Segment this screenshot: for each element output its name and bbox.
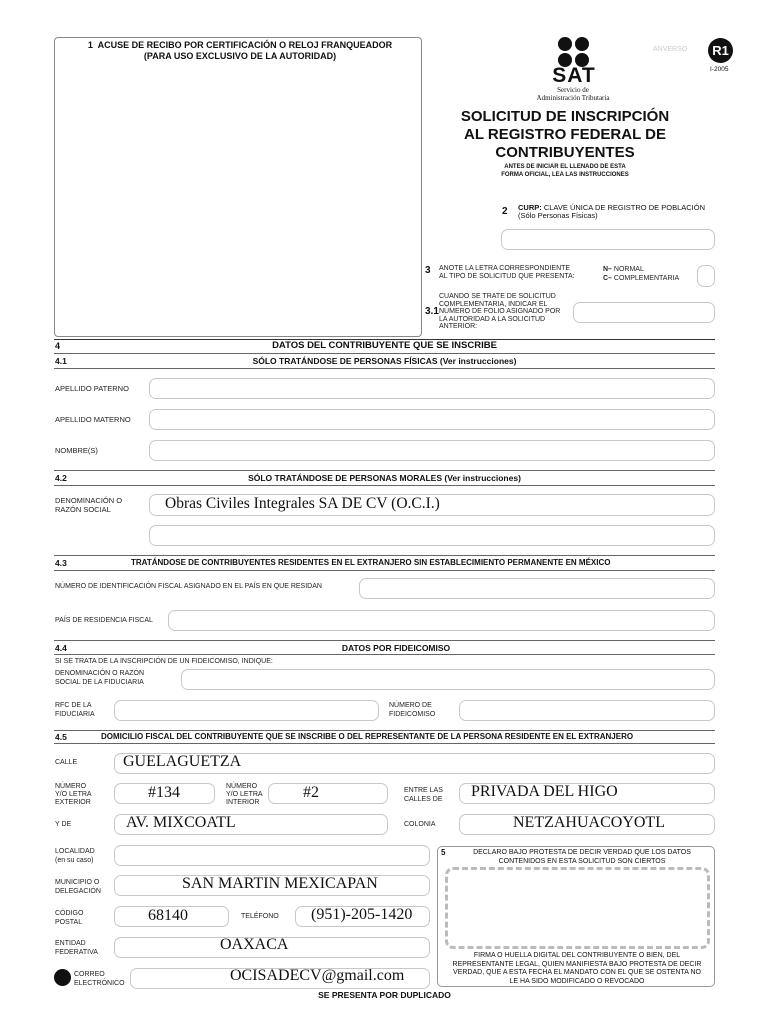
section42-top-rule [54,470,715,471]
anverso-watermark: ANVERSO [653,46,688,53]
form-title: SOLICITUD DE INSCRIPCIÓN AL REGISTRO FEDERAL DE CONTRIBUYENTES [460,108,670,161]
calle-value: GUELAGUETZA [123,753,242,770]
sat-logo-text: SAT [552,64,596,87]
localidad-field[interactable] [114,845,430,866]
folio-number: 3.1 [425,306,439,317]
cp-label: CÓDIGO POSTAL [55,910,84,926]
municipio-value: SAN MARTIN MEXICAPAN [182,875,378,892]
section4-rule [54,353,715,354]
apellido-paterno-label: APELLIDO PATERNO [55,384,129,393]
localidad-label: LOCALIDAD (en su caso) [55,848,95,864]
curp-label: CURP: CLAVE ÚNICA DE REGISTRO DE POBLACIÓN (Sólo Personas Físicas) [518,203,705,220]
apellido-paterno-field[interactable] [149,378,715,399]
section44-rule [54,654,715,655]
colonia-value: NETZAHUACOYOTL [513,814,665,831]
entre-calles-label: ENTRE LAS CALLES DE [404,787,443,803]
section45-top-rule [54,730,715,731]
box1-number: 1 [87,40,93,50]
section42-number: 4.2 [55,473,67,483]
signature-caption: FIRMA O HUELLA DIGITAL DEL CONTRIBUYENTE O BIEN, DEL REPRESENTANTE LEGAL, QUIEN MANIFIESTA BAJO PROTESTA DE DECIR VERDAD, QUE A ESTA FECHA EL MANDATO CON EL QUE SE OSTENTA NO LE HA SIDO MODIFICADO O REVOCADO [452,952,702,985]
id-fiscal-field[interactable] [359,578,715,599]
section41-rule [54,368,715,369]
signature-area[interactable] [445,867,710,949]
tipo-options: N– NORMAL C– COMPLEMENTARIA [603,266,680,282]
apellido-materno-field[interactable] [149,409,715,430]
id-fiscal-label: NÚMERO DE IDENTIFICACIÓN FISCAL ASIGNADO EN EL PAÍS EN QUE RESIDAN [55,583,322,590]
entidad-label: ENTIDAD FEDERATIVA [55,940,98,956]
section43-top-rule [54,555,715,556]
yde-label: Y DE [55,821,72,828]
nombre-label: NOMBRE(S) [55,446,98,455]
tipo-field[interactable] [697,265,715,287]
form-code: R1 [712,43,729,58]
section41-title: SÓLO TRATÁNDOSE DE PERSONAS FÍSICAS (Ver instrucciones) [252,356,517,366]
section45-title: DOMICILIO FISCAL DEL CONTRIBUYENTE QUE SE INSCRIBE O DEL REPRESENTANTE DE LA PERSONA RESIDENTE EN EL EXTRANJERO [101,732,634,741]
tipo-label: ANOTE LA LETRA CORRESPONDIENTE AL TIPO DE SOLICITUD QUE PRESENTA: [439,265,575,280]
municipio-label: MUNICIPIO O DELEGACIÓN [55,879,101,895]
section5-declaration: DECLARO BAJO PROTESTA DE DECIR VERDAD QUE LOS DATOS CONTENIDOS EN ESTA SOLICITUD SON CIERTOS [473,849,691,865]
yde-value: AV. MIXCOATL [126,814,236,831]
apellido-materno-label: APELLIDO MATERNO [55,415,131,424]
section4-title: DATOS DEL CONTRIBUYENTE QUE SE INSCRIBE [272,340,497,351]
section44-title: DATOS POR FIDEICOMISO [341,643,451,653]
fiduciaria-label: DENOMINACIÓN O RAZÓN SOCIAL DE LA FIDUCIARIA [55,670,145,686]
telefono-value: (951)-205-1420 [311,906,413,923]
form-version: I-2005 [710,66,729,73]
section5-number: 5 [441,848,446,857]
section42-rule [54,485,715,486]
section44-number: 4.4 [55,643,67,653]
colonia-label: COLONIA [404,821,436,828]
entre-calles-value: PRIVADA DEL HIGO [471,783,618,800]
box1-title [80,40,400,62]
acuse-recibo-box [54,37,422,337]
rfc-fiduciaria-field[interactable] [114,700,379,721]
section43-rule [54,570,715,571]
num-fideicomiso-field[interactable] [459,700,715,721]
section45-rule [54,743,715,744]
num-ext-value: #134 [148,784,180,801]
section44-top-rule [54,640,715,641]
box1-title-text: ACUSE DE RECIBO POR CERTIFICACIÓN O RELOJ FRANQUEADOR [97,40,393,50]
pais-field[interactable] [168,610,715,631]
curp-number: 2 [502,206,508,217]
cp-value: 68140 [148,907,188,924]
denominacion-label: DENOMINACIÓN O RAZÓN SOCIAL [55,496,123,514]
pais-label: PAÍS DE RESIDENCIA FISCAL [55,617,153,624]
section4-number: 4 [55,341,61,351]
curp-field[interactable] [501,229,715,250]
section43-title: TRATÁNDOSE DE CONTRIBUYENTES RESIDENTES EN EL EXTRANJERO SIN ESTABLECIMIENTO PERMANENTE EN MÉXICO [131,558,611,567]
num-int-label: NÚMERO Y/O LETRA INTERIOR [226,783,263,806]
fiduciaria-field[interactable] [181,669,715,690]
correo-label: CORREO ELECTRÓNICO [74,971,125,987]
nombre-field[interactable] [149,440,715,461]
num-int-field[interactable] [268,783,388,804]
folio-label: CUANDO SE TRATE DE SOLICITUD COMPLEMENTARIA, INDICAR EL NÚMERO DE FOLIO ASIGNADO POR LA AUTORIDAD A LA SOLICITUD ANTERIOR: [439,293,561,330]
tipo-number: 3 [425,265,431,276]
footer-text: SE PRESENTA POR DUPLICADO [318,990,451,1000]
section42-title: SÓLO TRATÁNDOSE DE PERSONAS MORALES (Ver instrucciones) [248,473,521,483]
denominacion-cont-field[interactable] [149,525,715,546]
box1-subtitle: (PARA USO EXCLUSIVO DE LA AUTORIDAD) [143,51,337,61]
num-int-value: #2 [303,784,319,801]
rfc-fiduciaria-label: RFC DE LA FIDUCIARIA [55,702,95,718]
instructions-note: ANTES DE INICIAR EL LLENADO DE ESTA FORMA OFICIAL, LEA LAS INSTRUCCIONES [501,164,629,178]
form-code-badge [708,38,733,63]
section41-number: 4.1 [55,356,67,366]
section45-number: 4.5 [55,732,67,742]
denominacion-value: Obras Civiles Integrales SA DE CV (O.C.I.) [165,495,440,512]
correo-value: OCISADECV@gmail.com [230,967,405,984]
section43-number: 4.3 [55,558,67,568]
entidad-value: OAXACA [220,936,289,953]
telefono-label: TELÉFONO [241,913,279,920]
folio-field[interactable] [573,302,715,323]
calle-label: CALLE [55,759,78,766]
fideicomiso-intro: SI SE TRATA DE LA INSCRIPCIÓN DE UN FIDEICOMISO, INDIQUE: [55,658,273,665]
num-fideicomiso-label: NÚMERO DE FIDEICOMISO [389,702,436,718]
agency-name: Servicio de Administración Tributaria [536,86,610,102]
num-ext-label: NÚMERO Y/O LETRA EXTERIOR [55,783,92,806]
correo-bullet-icon [54,969,71,986]
